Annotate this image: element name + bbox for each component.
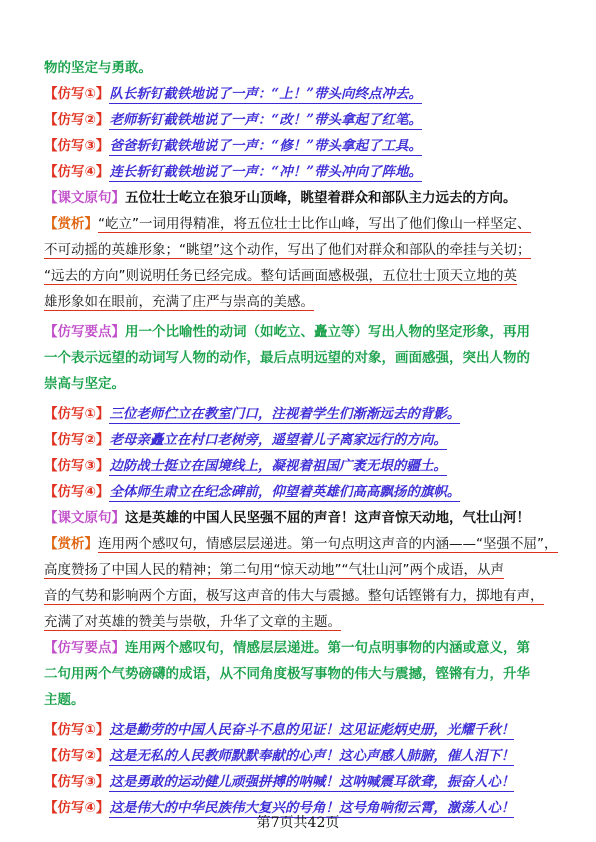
analysis-text: “屹立”一词用得精准，将五位壮士比作山峰，写出了他们像山一样坚定、 [98, 216, 531, 232]
fx-sentence: 这是伟大的中华民族伟大复兴的号角！这号角响彻云霄，激荡人心！ [109, 800, 515, 816]
group2 [44, 185, 558, 505]
group1-imitations [44, 81, 558, 185]
fx-tag: 【仿写③】 [44, 774, 110, 790]
analysis-line [44, 557, 558, 583]
fx-tag: 【仿写①】 [44, 722, 110, 738]
analysis-text: 不可动摇的英雄形象；“眺望”这个动作，写出了他们对群众和部队的牵挂与关切； [44, 242, 531, 258]
fx-sentence: 全体师生肃立在纪念碑前，仰望着英雄们高高飘扬的旗帜。 [109, 484, 461, 500]
fx-sentence: 这是勤劳的中国人民奋斗不息的见证！这见证彪炳史册，光耀千秋！ [109, 722, 515, 738]
fx-line [44, 743, 558, 769]
analysis-text: 音的气势和影响两个方面，极写这声音的伟大与震撼。整句话铿锵有力，掷地有声， [44, 588, 544, 604]
key-points-line: 一个表示远望的动词写人物的动作，最后点明远望的对象，画面感强，突出人物的 [44, 350, 530, 366]
fx-sentence: 爸爸斩钉截铁地说了一声：“修！”带头拿起了工具。 [109, 138, 422, 154]
fx-tag: 【仿写③】 [44, 458, 110, 474]
original-sentence: 五位壮士屹立在狼牙山顶峰，眺望着群众和部队主力远去的方向。 [125, 190, 517, 206]
fx-sentence: 连长斩钉截铁地说了一声：“冲！”带头冲向了阵地。 [109, 164, 422, 180]
fx-line [44, 717, 558, 743]
fx-line [44, 401, 558, 427]
page-footer: 第7页共42页 [256, 815, 340, 831]
fx-line [44, 81, 558, 107]
analysis-tag: 【赏析】 [44, 216, 98, 232]
fx-tag: 【仿写①】 [44, 406, 110, 422]
original-sentence-tag: 【课文原句】 [44, 190, 125, 206]
analysis-line [44, 289, 558, 315]
carry-over-line: 物的坚定与勇敢。 [44, 60, 152, 76]
fx-tag: 【仿写④】 [44, 484, 110, 500]
original-sentence-line [44, 185, 558, 211]
fx-tag: 【仿写①】 [44, 86, 110, 102]
fx-line [44, 107, 558, 133]
fx-tag: 【仿写②】 [44, 748, 110, 764]
analysis-text: “远去的方向”则说明任务已经完成。整句话画面感极强，五位壮士顶天立地的英 [44, 268, 517, 284]
fx-sentence: 这是勇敢的运动健儿顽强拼搏的呐喊！这呐喊震耳欲聋，振奋人心！ [109, 774, 515, 790]
analysis-text: 连用两个感叹句，情感层层递进。第一句点明这声音的内涵——“坚强不屈”， [98, 536, 558, 552]
key-points-line [44, 319, 558, 345]
analysis-line [44, 609, 558, 635]
analysis-tag: 【赏析】 [44, 536, 98, 552]
analysis-text: 高度赞扬了中国人民的精神；第二句用“惊天动地”“气壮山河”两个成语，从声 [44, 562, 504, 578]
original-sentence-line [44, 505, 558, 531]
key-points-text: 连用两个感叹句，情感层层递进。第一句点明事物的内涵或意义，第 [125, 640, 530, 656]
fx-tag: 【仿写②】 [44, 432, 110, 448]
fx-line [44, 427, 558, 453]
fx-sentence: 三位老师伫立在教室门口，注视着学生们渐渐远去的背影。 [109, 406, 461, 422]
fx-tag: 【仿写④】 [44, 800, 110, 816]
original-sentence: 这是英雄的中国人民坚强不屈的声音！这声音惊天动地，气壮山河！ [125, 510, 530, 526]
fx-sentence: 这是无私的人民教师默默奉献的心声！这心声感人肺腑，催人泪下！ [109, 748, 515, 764]
fx-sentence: 队长斩钉截铁地说了一声：“上！”带头向终点冲去。 [109, 86, 422, 102]
analysis-line [44, 237, 558, 263]
analysis-line [44, 583, 558, 609]
key-points-line: 崇高与坚定。 [44, 376, 125, 392]
fx-sentence: 老母亲矗立在村口老树旁，遥望着儿子离家远行的方向。 [109, 432, 447, 448]
intro-block [44, 55, 558, 81]
fx-line [44, 453, 558, 479]
fx-sentence: 老师斩钉截铁地说了一声：“改！”带头拿起了红笔。 [109, 112, 422, 128]
fx-sentence: 边防战士挺立在国境线上，凝视着祖国广袤无垠的疆土。 [109, 458, 447, 474]
analysis-text: 雄形象如在眼前，充满了庄严与崇高的美感。 [44, 294, 314, 310]
key-points-tag: 【仿写要点】 [44, 324, 125, 340]
group3 [44, 505, 558, 821]
key-points-line [44, 635, 558, 661]
key-points-tag: 【仿写要点】 [44, 640, 125, 656]
fx-line [44, 479, 558, 505]
fx-tag: 【仿写③】 [44, 138, 110, 154]
fx-line [44, 159, 558, 185]
fx-line [44, 133, 558, 159]
fx-tag: 【仿写②】 [44, 112, 110, 128]
key-points-line: 二句用两个气势磅礴的成语，从不同角度极写事物的伟大与震撼，铿锵有力，升华 [44, 666, 530, 682]
fx-tag: 【仿写④】 [44, 164, 110, 180]
analysis-line [44, 211, 558, 237]
original-sentence-tag: 【课文原句】 [44, 510, 125, 526]
analysis-line [44, 531, 558, 557]
analysis-line [44, 263, 558, 289]
analysis-text: 充满了对英雄的赞美与崇敬，升华了文章的主题。 [44, 614, 341, 630]
fx-line [44, 769, 558, 795]
key-points-text: 用一个比喻性的动词（如屹立、矗立等）写出人物的坚定形象，再用 [125, 324, 530, 340]
key-points-line: 主题。 [44, 692, 85, 708]
